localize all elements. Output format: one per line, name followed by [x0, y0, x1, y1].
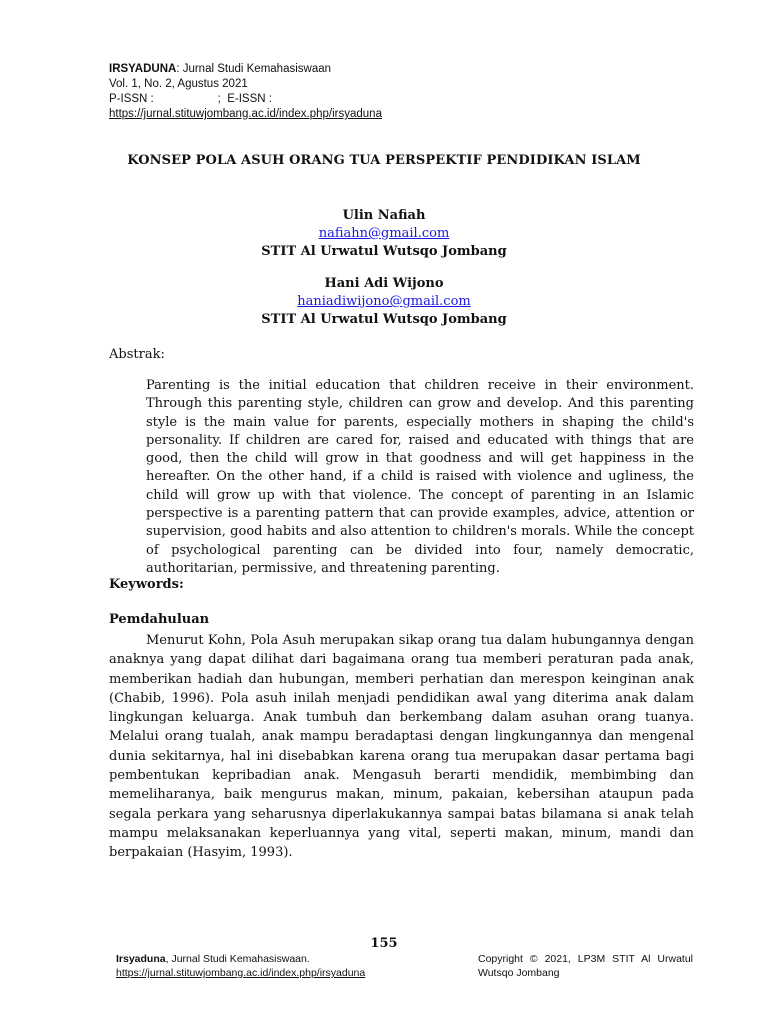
footer-journal-line [116, 952, 365, 966]
journal-header [109, 62, 382, 122]
footer-copyright: Copyright © 2021, LP3M STIT Al Urwatul Wutsqo Jombang [478, 953, 693, 979]
author-name: Hani Adi Wijono [324, 276, 444, 291]
author-block-1 [0, 207, 768, 261]
author-institution: STIT Al Urwatul Wutsqo Jombang [261, 244, 507, 259]
paper-title: KONSEP POLA ASUH ORANG TUA PERSPEKTIF PENDIDIKAN ISLAM [127, 153, 641, 168]
author-institution: STIT Al Urwatul Wutsqo Jombang [261, 312, 507, 327]
footer-journal-subtitle: , Jurnal Studi Kemahasiswaan. [165, 953, 310, 965]
journal-name: IRSYADUNA [109, 63, 177, 75]
abstract-label: Abstrak: [109, 347, 165, 362]
author-block-2 [0, 275, 768, 329]
body-paragraph: Menurut Kohn, Pola Asuh merupakan sikap orang tua dalam hubungannya dengan anaknya yang dapat dilihat dari bagaimana orang tua memberi peraturan pada anak, memberikan hadiah dan hubungan, memberi perhatian dan merespon keinginan anak (Chabib, 1996). Pola asuh inilah menjadi pendidikan awal yang diterima anak dalam lingkungan keluarga. Anak tumbuh dan berkembang dalam asuhan orang tuanya. Melalui orang tualah, anak mampu beradaptasi dengan lingkungannya dan mengenal dunia sekitarnya, hal ini disebabkan karena orang tua merupakan dasar pertama bagi pembentukan kepribadian anak. Mengasuh berarti mendidik, membimbing dan memeliharanya, baik mengurus makan, minum, pakaian, kebersihan ataupun pada segala perkara yang seharusnya diperlakukannya sampai batas bilamana si anak telah mampu melaksanakan keperluannya yang vital, seperti makan, minum, mandi dan berpakaian (Hasyim, 1993). [109, 633, 694, 861]
issn-line: P-ISSN : ; E-ISSN : [109, 93, 272, 105]
footer-journal-name: Irsyaduna [116, 953, 166, 965]
journal-url-link[interactable]: https://jurnal.stituwjombang.ac.id/index.php/irsyaduna [109, 108, 382, 120]
journal-title-line [109, 62, 382, 77]
author-email-link[interactable]: nafiahn@gmail.com [318, 226, 450, 241]
volume-line: Vol. 1, No. 2, Agustus 2021 [109, 78, 248, 90]
abstract-text: Parenting is the initial education that children receive in their environment. Through this parenting style, children can grow and develop. And this parenting style is the main value for parents, especially mothers in shaping the child's personality. If children are cared for, raised and educated with things that are good, then the child will grow in that goodness and will get happiness in the hereafter. On the other hand, if a child is raised with violence and ugliness, the child will grow up with that violence. The concept of parenting in an Islamic perspective is a parenting pattern that can provide examples, advice, attention or supervision, good habits and also attention to children's morals. While the concept of psychological parenting can be divided into four, namely democratic, authoritarian, permissive, and threatening parenting. [146, 378, 694, 576]
page-number: 155 [370, 936, 398, 951]
section-title: Pemdahuluan [109, 612, 210, 627]
footer-url-link[interactable]: https://jurnal.stituwjombang.ac.id/index.php/irsyaduna [116, 967, 366, 979]
author-email-link[interactable]: haniadiwijono@gmail.com [297, 294, 471, 309]
journal-subtitle: : Jurnal Studi Kemahasiswaan [176, 63, 332, 75]
keywords-label: Keywords: [109, 577, 184, 592]
footer-journal-info [116, 952, 365, 980]
author-name: Ulin Nafiah [342, 208, 426, 223]
